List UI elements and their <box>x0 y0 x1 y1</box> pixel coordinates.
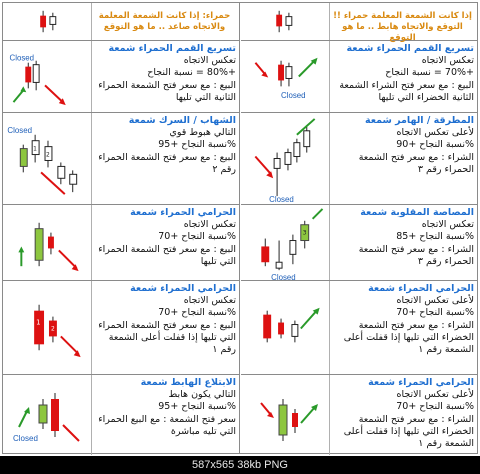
pattern-entry-rule: البيع : مع سعر فتح الشمعة الحمراء التي تليها إذا قفلت أعلى الشمعة رقم ١ <box>98 319 236 356</box>
pattern-figure <box>241 205 330 280</box>
pattern-success-rate: +80% = نسبة النجاح <box>147 67 236 79</box>
svg-text:2: 2 <box>46 151 50 159</box>
right-row-2 <box>241 113 477 205</box>
pattern-entry-rule: الشراء : مع سعر فتح الشمعة الحمراء رقم ٣ <box>358 243 474 267</box>
pattern-figure <box>3 113 92 204</box>
pattern-figure <box>3 281 92 374</box>
left-row-3 <box>3 205 239 281</box>
pattern-success-rate: %نسبة النجاح +95 <box>158 401 236 413</box>
right-panel <box>241 3 477 453</box>
pattern-description <box>331 377 474 450</box>
harami-candles-icon <box>3 205 91 280</box>
left-header-text: حمراء: إذا كانت الشمعة المعلمة والاتجاه صاعد .. ما هو التوقع <box>98 11 231 32</box>
closed-label: Closed <box>271 273 296 280</box>
pattern-effect: لأعلى تعكس الاتجاه <box>396 295 474 307</box>
pattern-description <box>93 207 236 268</box>
closed-label: Closed <box>281 91 306 101</box>
inverted-hammer-candles-icon <box>241 205 329 280</box>
svg-text:1: 1 <box>33 145 37 153</box>
pattern-figure <box>241 281 330 374</box>
pattern-success-rate: %نسبة النجاح +70 <box>158 231 236 243</box>
pattern-description <box>93 43 236 104</box>
pattern-effect: لأعلى تعكس الاتجاه <box>396 127 474 139</box>
pattern-figure <box>3 375 92 455</box>
pattern-effect: تعكس الاتجاه <box>183 295 236 307</box>
pattern-entry-rule: سعر فتح الشمعة : مع البيع الحمراء التي تليه مباشرة <box>98 413 236 437</box>
pattern-success-rate: %نسبة النجاح +70 <box>158 307 236 319</box>
pattern-title: الابتلاع الهابط شمعة <box>140 377 236 388</box>
shooting-star-candles-icon <box>3 113 91 204</box>
pattern-title: الحرامي الحمراء شمعة <box>368 377 474 388</box>
pattern-description <box>93 115 236 176</box>
pattern-title: الحرامي الحمراء شمعة <box>130 207 236 218</box>
pattern-description <box>93 377 236 438</box>
right-header-text: إذا كانت الشمعة المعلمة حمراء !!التوقع والاتجاه هابط .. ما هو التوقع <box>333 11 472 43</box>
pattern-effect: تعكس الاتجاه <box>183 55 236 67</box>
left-row-5 <box>3 375 239 455</box>
closed-label: Closed <box>9 53 35 63</box>
pattern-title: تسريع القمم الحمراء شمعة <box>346 43 474 54</box>
pattern-success-rate: %نسبة النجاح +90 <box>396 139 474 151</box>
closed-label: Closed <box>13 434 38 443</box>
pattern-effect: لأعلى تعكس الاتجاه <box>396 389 474 401</box>
pattern-title: الحرامي الحمراء شمعة <box>130 283 236 294</box>
left-header-row <box>3 3 239 41</box>
pattern-entry-rule: الشراء : مع سعر فتح الشمعة الخضراء التي تليها إذا قفلت أعلى الشمعة رقم ١ <box>343 413 474 450</box>
pattern-figure <box>241 375 330 455</box>
harami-numbered-candles-icon <box>3 281 91 374</box>
right-row-5 <box>241 375 477 455</box>
left-row-2 <box>3 113 239 205</box>
pattern-entry-rule: البيع : مع سعر فتح الشراء الشمعة الثانية الخضراء التي تليها <box>339 79 474 103</box>
pattern-description <box>331 283 474 356</box>
pattern-title: الحرامي الحمراء شمعة <box>368 283 474 294</box>
svg-text:1: 1 <box>36 318 41 327</box>
pattern-description <box>331 43 474 104</box>
closed-label: Closed <box>269 195 294 204</box>
left-panel <box>3 3 240 453</box>
pattern-entry-rule: البيع : مع سعر فتح الشمعة الحمراء الثانية التي تليها <box>98 79 236 103</box>
svg-text:3: 3 <box>302 230 307 237</box>
pattern-description <box>93 283 236 356</box>
bullish-harami-candles-icon <box>241 375 329 455</box>
pattern-title: تسريع القمم الحمراء شمعة <box>108 43 236 54</box>
candlestick-sheet <box>2 2 478 454</box>
pattern-figure <box>3 41 92 112</box>
tweezer-bottom-candles-icon <box>241 41 329 112</box>
pattern-entry-rule: الشراء : مع سعر فتح الشمعة الخضراء التي تليها إذا قفلت أعلى الشمعة رقم ١ <box>343 319 474 356</box>
pattern-effect: التالي يكون هابط <box>168 389 236 401</box>
pattern-title: المصاصة المقلوبة شمعة <box>360 207 474 218</box>
pattern-figure <box>241 113 330 204</box>
pattern-entry-rule: البيع : مع سعر فتح الشمعة الحمراء التي تليها <box>98 243 236 267</box>
pattern-entry-rule: البيع : مع سعر فتح الشمعة الحمراء رقم ٢ <box>98 151 236 175</box>
bullish-harami-candles-icon <box>241 281 329 374</box>
pattern-success-rate: +70% = نسبة النجاح <box>385 67 474 79</box>
header-pattern-figure <box>241 3 330 40</box>
pattern-description <box>331 115 474 176</box>
pattern-entry-rule: الشراء : مع سعر فتح الشمعة الحمراء رقم ٣ <box>358 151 474 175</box>
left-row-4 <box>3 281 239 375</box>
header-pattern-figure <box>3 3 92 40</box>
left-row-1 <box>3 41 239 113</box>
header-candles-icon <box>241 3 329 40</box>
bearish-engulfing-candles-icon <box>3 375 91 455</box>
pattern-effect: تعكس الاتجاه <box>183 219 236 231</box>
pattern-success-rate: %نسبة النجاح +70 <box>396 307 474 319</box>
pattern-success-rate: %نسبة النجاح +70 <box>396 401 474 413</box>
right-row-4 <box>241 281 477 375</box>
pattern-effect: تعكس الاتجاه <box>421 219 474 231</box>
image-info-bar: 587x565 38kb PNG <box>0 456 480 474</box>
pattern-title: المطرقة / الهامر شمعة <box>364 115 474 126</box>
pattern-figure <box>3 205 92 280</box>
pattern-description <box>331 207 474 268</box>
closed-label: Closed <box>7 125 33 135</box>
right-row-3 <box>241 205 477 281</box>
right-row-1 <box>241 41 477 113</box>
pattern-success-rate: %نسبة النجاح +95 <box>158 139 236 151</box>
pattern-effect: تعكس الاتجاه <box>421 55 474 67</box>
pattern-success-rate: %نسبة النجاح +85 <box>396 231 474 243</box>
hammer-candles-icon <box>241 113 329 204</box>
right-header-row <box>241 3 477 41</box>
svg-text:2: 2 <box>50 325 55 333</box>
pattern-figure <box>241 41 330 112</box>
pattern-title: الشهاب / السرك شمعة <box>128 115 236 126</box>
header-candles-icon <box>3 3 91 40</box>
tweezer-top-candles-icon <box>3 41 91 112</box>
pattern-effect: التالي هبوط قوي <box>169 127 236 139</box>
